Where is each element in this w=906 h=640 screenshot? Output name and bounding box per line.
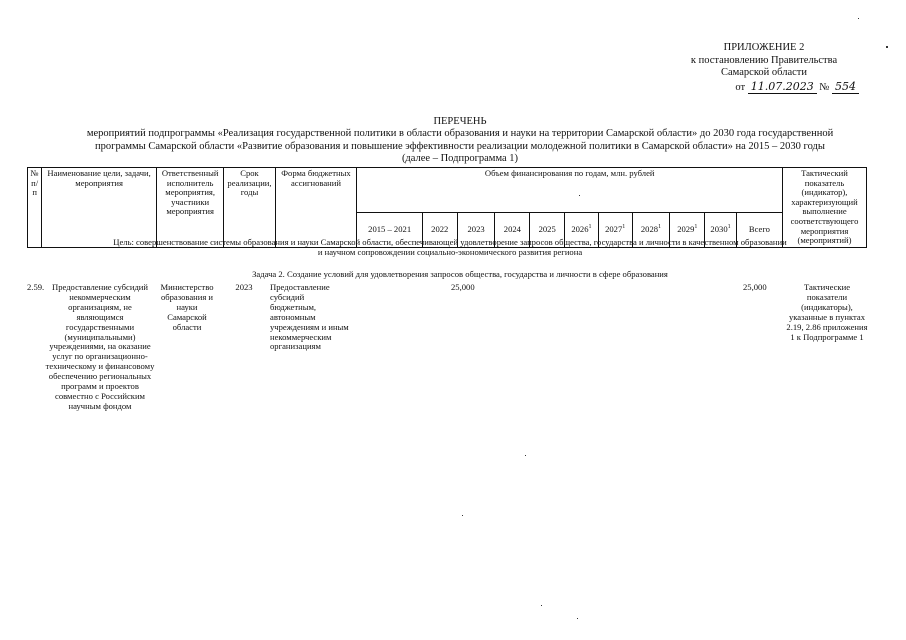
row-value-total: 25,000 [743, 282, 767, 292]
date-value: 11.07.2023 [748, 80, 817, 94]
appendix-line2: к постановлению Правительства [690, 54, 838, 66]
goal-line1: Цель: совершенствование системы образования и науки Самарской области, обеспечивающей удовлетворение запросов общества, государства и личности в качественном образовании [113, 237, 787, 247]
col-indicator-header: Тактический показатель (индикатор), характеризующий выполнение соответствующего мероприятия (мероприятий) [782, 168, 866, 248]
col-num-header: № п/п [28, 168, 42, 248]
row-name: Предоставление субсидий некоммерческим организациям, не являющимся государственными (муниципальными) учреждениями, на оказание услуг по организационно-техническому и финансовому обеспечению региональных программ и проектов совместно с Российским научным фондом [45, 282, 155, 411]
year-header: 2023 [457, 213, 495, 247]
footnote-mark: 1 [622, 224, 626, 231]
scan-speck [462, 515, 463, 516]
row-executor: Министерство образования и науки Самарской области [160, 282, 214, 332]
appendix-line3: Самарской области [721, 67, 807, 78]
appendix-dateline [669, 81, 859, 95]
row-number: 2.59. [27, 282, 45, 292]
scan-speck [577, 618, 578, 619]
doc-heading: ПЕРЕЧЕНЬ [433, 116, 487, 127]
col-term-header: Срок реализации, годы [224, 168, 275, 248]
row-value-2023: 25,000 [451, 282, 475, 292]
row-term: 2023 [235, 282, 253, 292]
scan-speck [886, 46, 888, 48]
year-header: 2029$^1$ [670, 213, 705, 247]
year-header-total: Всего [736, 213, 782, 247]
header-table [27, 167, 867, 248]
col-name-header: Наименование цели, задачи, мероприятия [42, 168, 157, 248]
row-form: Предоставление субсидий бюджетным, автономным учреждениям и иным некоммерческим организациям [270, 282, 349, 352]
footnote-mark: 1 [727, 224, 731, 231]
task-text: Задача 2. Создание условий для удовлетворения запросов общества, государства и личности в сфере образования [252, 269, 668, 279]
doc-title-line2: программы Самарской области «Развитие образования и повышение эффективности реализации молодежной политики в Самарской области» на 2015 – 2030 годы [95, 140, 825, 152]
year-header: 2022 [422, 213, 457, 247]
goal-text [90, 237, 810, 257]
footnote-mark: 1 [588, 224, 592, 231]
col-exec-header: Ответственный исполнитель мероприятия, участники мероприятия [156, 168, 224, 248]
year-header: 2030$^1$ [705, 213, 737, 247]
scan-speck [579, 195, 580, 196]
row-indicator: Тактические показатели (индикаторы), указанные в пунктах 2.19, 2.86 приложения 1 к Подпрограмме 1 [786, 282, 868, 342]
scan-speck [525, 455, 526, 456]
year-header: 2027$^1$ [598, 213, 632, 247]
col-form-header: Форма бюджетных ассигнований [275, 168, 357, 248]
year-header: 2028$^1$ [632, 213, 670, 247]
goal-line2: и научном сопровождении социально-экономического развития региона [317, 247, 583, 258]
number-value: 554 [832, 80, 859, 94]
col-volume-header: Объем финансирования по годам, млн. рублей [357, 168, 783, 213]
year-header: 2026$^1$ [565, 213, 599, 247]
year-header: 2024 [495, 213, 530, 247]
year-header: 2015 – 2021 [357, 213, 422, 247]
doc-title-line3: (далее – Подпрограмма 1) [401, 152, 519, 164]
title-block [70, 116, 850, 165]
scan-speck [858, 18, 859, 19]
year-header: 2025 [530, 213, 565, 247]
number-prefix: № [819, 81, 830, 93]
scan-speck [541, 605, 542, 606]
appendix-title: ПРИЛОЖЕНИЕ 2 [723, 42, 805, 53]
appendix-header [669, 42, 859, 94]
date-prefix: от [735, 81, 746, 93]
doc-title-line1: мероприятий подпрограммы «Реализация государственной политики в области образования и науки на территории Самарской области» до 2030 года государственной [86, 128, 834, 140]
footnote-mark: 1 [658, 224, 662, 231]
footnote-mark: 1 [694, 224, 698, 231]
